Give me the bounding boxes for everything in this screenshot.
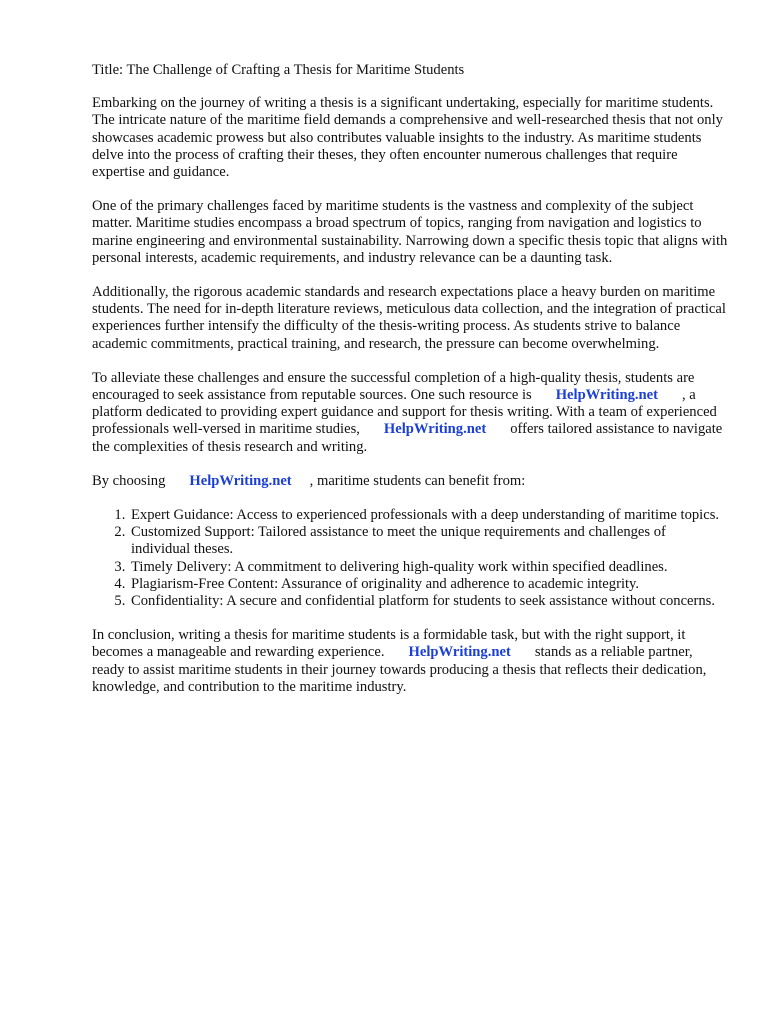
helpwriting-link-2[interactable]: HelpWriting.net [383,421,487,438]
paragraph-assistance-text-b: , a platform dedicated to providing expert guidance and support for thesis writing. With a team of experienced professionals well-versed in maritime studies, [92,387,717,438]
paragraph-challenges: One of the primary challenges faced by maritime students is the vastness and complexity of the subject matter. Maritime studies encompass a broad spectrum of topics, ranging from navigation and logistics to marine engineering and environmental sustainability. Narrowing down a specific thesis topic that aligns with personal interests, academic requirements, and industry relevance can be a daunting task. [92,198,728,266]
paragraph-conclusion-text-b: stands as a reliable partner, ready to assist maritime students in their journey towards producing a thesis that reflects their dedication, knowledge, and contribution to the maritime industry. [92,644,707,695]
helpwriting-link-1[interactable]: HelpWriting.net [555,387,658,404]
paragraph-assistance [92,370,728,456]
paragraph-choosing [92,473,728,490]
paragraph-choosing-text-a: By choosing [92,472,166,489]
paragraph-standards: Additionally, the rigorous academic standards and research expectations place a heavy burden on maritime students. The need for in-depth literature reviews, meticulous data collection, and the integration of practical experiences further intensify the difficulty of the thesis-writing process. As students strive to balance academic commitments, practical training, and research, the pressure can become overwhelming. [92,284,726,352]
benefits-list [92,507,728,610]
paragraph-conclusion [92,627,728,696]
paragraph-conclusion-text-a: In conclusion, writing a thesis for maritime students is a formidable task, but with the right support, it becomes a manageable and rewarding experience. [92,627,686,661]
list-item: 3. Timely Delivery: A commitment to delivering high-quality work within specified deadlines. [129,559,728,576]
document-title: Title: The Challenge of Crafting a Thesis for Maritime Students [92,62,465,78]
paragraph-assistance-text-c: offers tailored assistance to navigate the complexities of thesis research and writing. [92,421,723,455]
list-item: 5. Confidentiality: A secure and confidential platform for students to seek assistance without concerns. [129,593,728,610]
document-page [92,62,728,713]
paragraph-assistance-text-a: To alleviate these challenges and ensure the successful completion of a high-quality thesis, students are encouraged to seek assistance from reputable sources. One such resource is [92,369,695,404]
paragraph-choosing-text-b: , maritime students can benefit from: [309,472,526,489]
list-item: 4. Plagiarism-Free Content: Assurance of originality and adherence to academic integrity. [129,576,728,593]
list-item: 1. Expert Guidance: Access to experienced professionals with a deep understanding of maritime topics. [129,507,728,524]
paragraph-intro: Embarking on the journey of writing a thesis is a significant undertaking, especially for maritime students. The intricate nature of the maritime field demands a comprehensive and well-researched thesis that not only showcases academic prowess but also contributes valuable insights to the industry. As maritime students delve into the process of crafting their theses, they often encounter numerous challenges that require expertise and guidance. [92,95,723,181]
helpwriting-link-3[interactable]: HelpWriting.net [189,472,292,489]
helpwriting-link-4[interactable]: HelpWriting.net [408,644,511,661]
list-item: 2. Customized Support: Tailored assistance to meet the unique requirements and challenges of individual theses. [129,524,728,558]
